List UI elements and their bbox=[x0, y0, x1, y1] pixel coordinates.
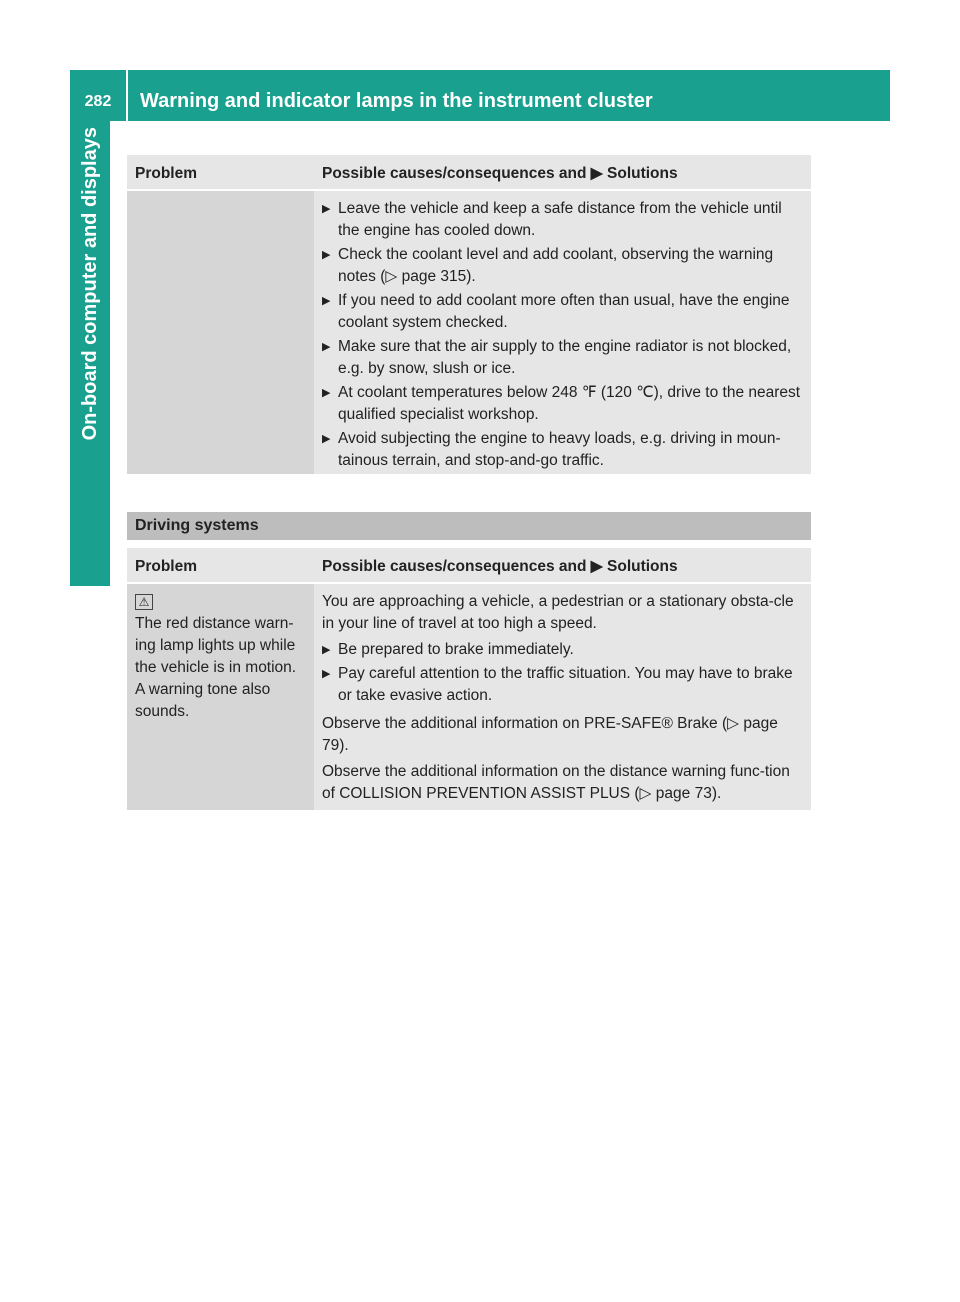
problem-cell bbox=[127, 191, 314, 474]
list-item: ▶ At coolant temperatures below 248 ℉ (120 ℃), drive to the nearest qualified specialist workshop. bbox=[322, 382, 803, 426]
note-collision-prevention: Observe the additional information on the distance warning func-tion of COLLISION PREVENTION ASSIST PLUS (▷ page 73). bbox=[322, 763, 790, 802]
page-header bbox=[70, 70, 890, 121]
list-item: ▶ Leave the vehicle and keep a safe distance from the vehicle until the engine has cooled down. bbox=[322, 198, 803, 242]
section-title: Driving systems bbox=[127, 512, 811, 540]
problem-text: The red distance warn-ing lamp lights up while the vehicle is in motion. A warning tone also sounds. bbox=[135, 615, 297, 720]
arrow-icon: ▶ bbox=[322, 203, 331, 215]
distance-warning-icon: ⚠ bbox=[135, 594, 153, 610]
solutions-cell bbox=[314, 584, 811, 810]
arrow-icon: ▶ bbox=[322, 249, 331, 261]
coolant-table bbox=[127, 155, 811, 474]
list-item: ▶ Check the coolant level and add coolant, observing the warning notes (▷ page 315). bbox=[322, 244, 803, 288]
header-problem: Problem bbox=[127, 155, 314, 189]
arrow-icon: ▶ bbox=[322, 644, 331, 656]
arrow-icon: ▶ bbox=[322, 387, 331, 399]
page-number: 282 bbox=[84, 93, 112, 110]
arrow-icon: ▶ bbox=[322, 668, 331, 680]
list-item: ▶ Avoid subjecting the engine to heavy loads, e.g. driving in moun-tainous terrain, and stop-and-go traffic. bbox=[322, 428, 803, 472]
table-row bbox=[127, 584, 811, 810]
chapter-label: On-board computer and displays bbox=[79, 127, 101, 441]
table-header-row bbox=[127, 155, 811, 189]
list-item: ▶ Make sure that the air supply to the engine radiator is not blocked, e.g. by snow, slush or ice. bbox=[322, 336, 803, 380]
chapter-side-tab bbox=[70, 121, 110, 586]
page-title: Warning and indicator lamps in the instrument cluster bbox=[140, 90, 653, 112]
arrow-icon: ▶ bbox=[322, 295, 331, 307]
header-divider bbox=[126, 70, 128, 121]
table-row bbox=[127, 191, 811, 474]
problem-cell bbox=[127, 584, 314, 810]
header-problem: Problem bbox=[127, 548, 314, 582]
header-solutions: Possible causes/consequences and ▶ Solutions bbox=[314, 155, 811, 189]
list-item: ▶ Pay careful attention to the traffic situation. You may have to brake or take evasive action. bbox=[322, 663, 803, 707]
list-item: ▶ If you need to add coolant more often than usual, have the engine coolant system checked. bbox=[322, 290, 803, 334]
solutions-cell bbox=[314, 191, 811, 474]
driving-systems-table bbox=[127, 548, 811, 810]
note-pre-safe: Observe the additional information on PRE-SAFE® Brake (▷ page 79). bbox=[322, 715, 778, 754]
header-solutions: Possible causes/consequences and ▶ Solutions bbox=[314, 548, 811, 582]
arrow-icon: ▶ bbox=[322, 433, 331, 445]
list-item: ▶ Be prepared to brake immediately. bbox=[322, 639, 803, 661]
table-header-row bbox=[127, 548, 811, 582]
intro-text: You are approaching a vehicle, a pedestrian or a stationary obsta-cle in your line of travel at too high a speed. bbox=[322, 593, 794, 632]
arrow-icon: ▶ bbox=[322, 341, 331, 353]
